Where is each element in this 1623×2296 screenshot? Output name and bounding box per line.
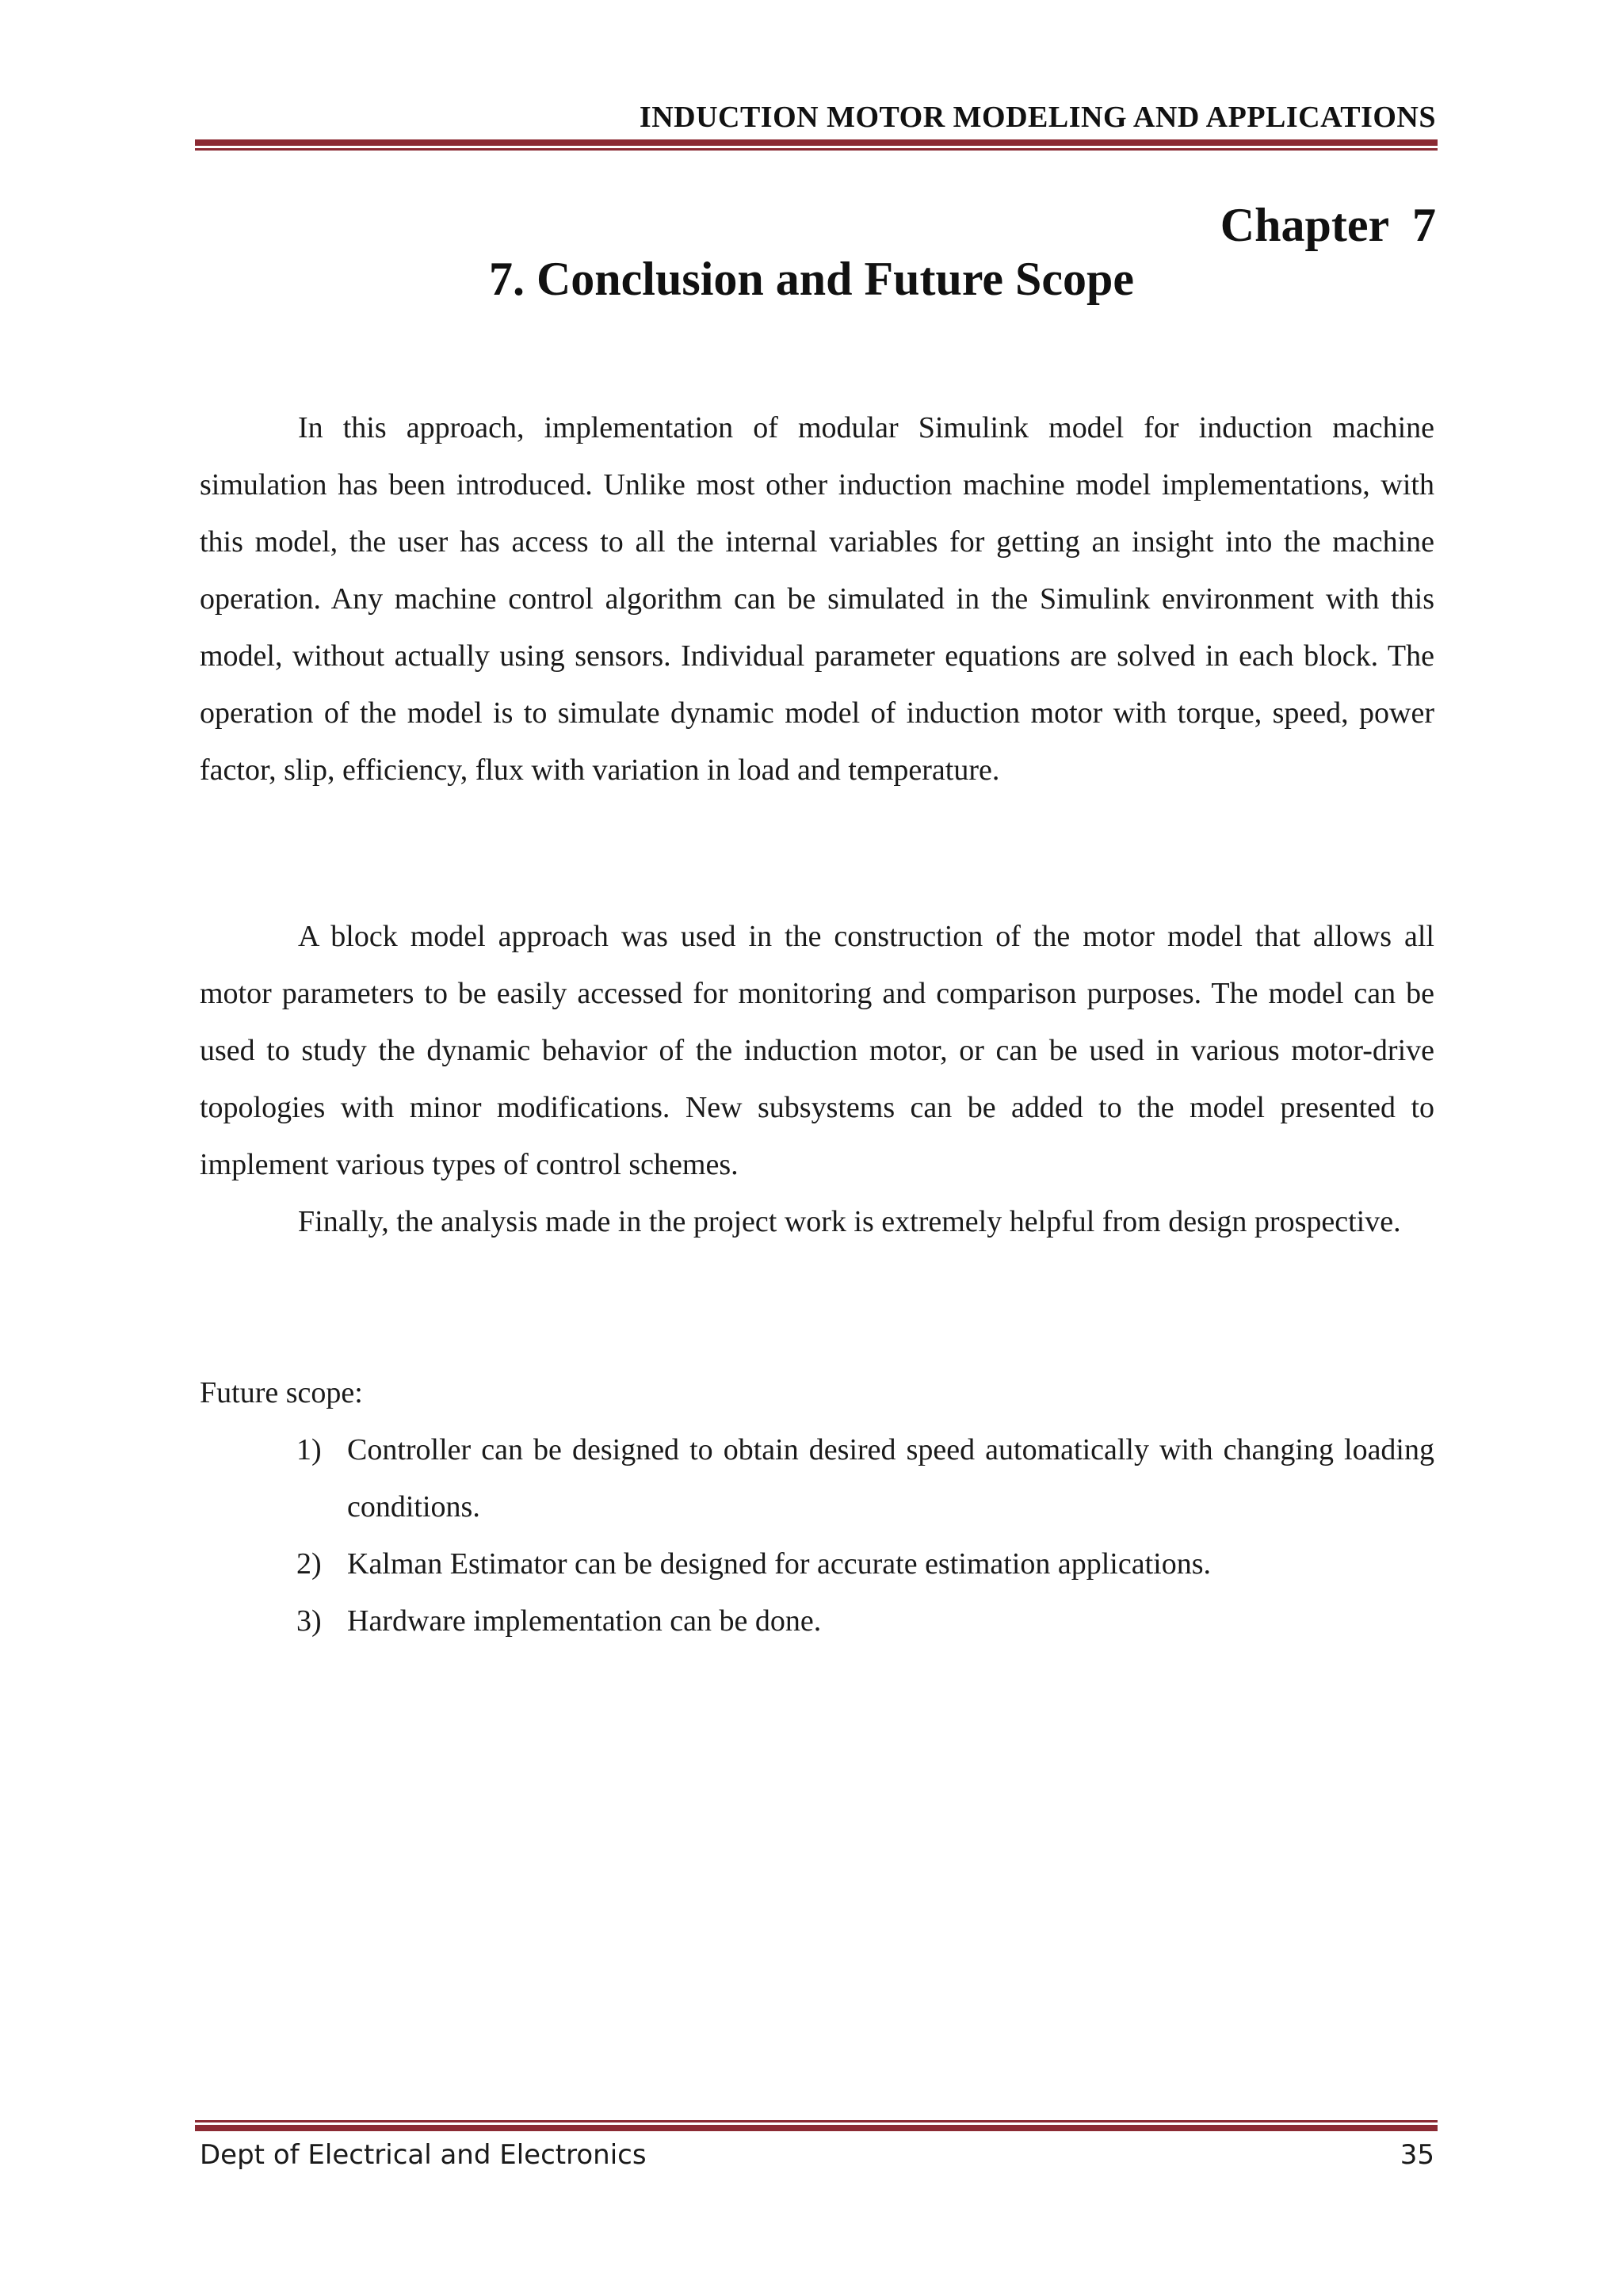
footer-department: Dept of Electrical and Electronics bbox=[200, 2139, 647, 2171]
footer-rule bbox=[195, 2120, 1438, 2131]
paragraph-2 bbox=[200, 908, 1434, 1193]
list-item-number: 1) bbox=[296, 1433, 322, 1466]
list-item bbox=[296, 1592, 1434, 1650]
chapter-title: 7. Conclusion and Future Scope bbox=[488, 253, 1135, 305]
future-scope-label: Future scope: bbox=[200, 1376, 363, 1409]
list-item-number: 3) bbox=[296, 1604, 322, 1638]
list-item bbox=[296, 1421, 1434, 1535]
header-rule bbox=[195, 139, 1438, 151]
list-item bbox=[296, 1535, 1434, 1592]
list-item-text: Controller can be designed to obtain desired speed automatically with changing loading conditions. bbox=[347, 1433, 1434, 1524]
chapter-label: Chapter 7 bbox=[1220, 199, 1436, 251]
list-item-number: 2) bbox=[296, 1547, 322, 1581]
list-item-text: Hardware implementation can be done. bbox=[347, 1604, 822, 1638]
paragraph-1 bbox=[200, 399, 1434, 799]
header-rule-thin bbox=[195, 148, 1438, 151]
paragraph-text: Finally, the analysis made in the project work is extremely helpful from design prospective. bbox=[298, 1205, 1401, 1238]
footer-page-number: 35 bbox=[1400, 2139, 1434, 2171]
footer-rule-thin bbox=[195, 2120, 1438, 2122]
running-header: INDUCTION MOTOR MODELING AND APPLICATIONS bbox=[639, 101, 1436, 134]
paragraph-text: In this approach, implementation of modular Simulink model for induction machine simulation has been introduced. Unlike most other induction machine model implementations, with this model, the user has access to all the internal variables for getting an insight into the machine operation. Any machine control algorithm can be simulated in the Simulink environment with this model, without actually using sensors. Individual parameter equations are solved in each block. The operation of the model is to simulate dynamic model of induction motor with torque, speed, power factor, slip, efficiency, flux with variation in load and temperature. bbox=[200, 411, 1434, 787]
paragraph-text: A block model approach was used in the construction of the motor model that allows all motor parameters to be easily accessed for monitoring and comparison purposes. The model can be used to study the dynamic behavior of the induction motor, or can be used in various motor-drive topologies with minor modifications. New subsystems can be added to the model presented to implement various types of control schemes. bbox=[200, 920, 1434, 1181]
footer-rule-thick bbox=[195, 2125, 1438, 2131]
header-rule-thick bbox=[195, 139, 1438, 146]
future-scope-list bbox=[296, 1421, 1434, 1650]
list-item-text: Kalman Estimator can be designed for accurate estimation applications. bbox=[347, 1547, 1211, 1581]
paragraph-3 bbox=[200, 1193, 1434, 1250]
